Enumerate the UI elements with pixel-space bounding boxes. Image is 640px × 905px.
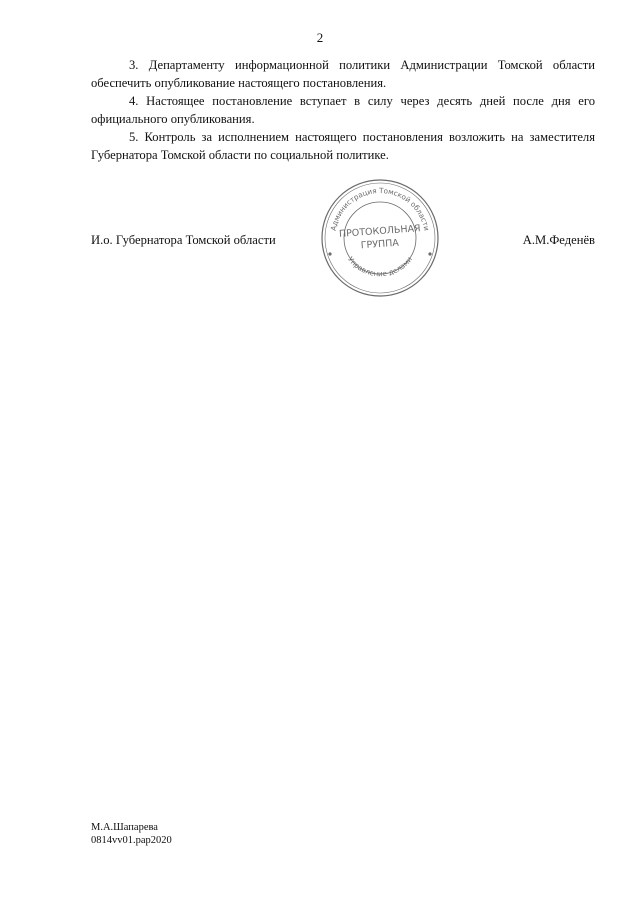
signatory-title: И.о. Губернатора Томской области xyxy=(91,233,276,247)
document-footer xyxy=(91,821,172,847)
official-stamp xyxy=(318,176,442,300)
footer-author: М.А.Шапарева xyxy=(91,822,158,833)
signatory-name: А.М.Феденёв xyxy=(522,233,595,247)
svg-text:Управление делами xyxy=(346,255,414,279)
paragraph-5: 5. Контроль за исполнением настоящего постановления возложить на заместителя Губернатора Томской области по социальной политике. xyxy=(91,130,595,162)
stamp-graphic xyxy=(318,176,442,300)
document-body xyxy=(91,56,595,164)
stamp-center-line-2: ГРУППА xyxy=(360,237,400,252)
stamp-outer-text: Администрация Томской области xyxy=(328,185,432,232)
page-number: 2 xyxy=(316,30,324,45)
stamp-center-line-1: ПРОТОКОЛЬНАЯ xyxy=(338,223,421,240)
stamp-bottom-text: Управление делами xyxy=(346,254,414,279)
footer-file-code: 0814vv01.pap2020 xyxy=(91,835,172,846)
paragraph-4: 4. Настоящее постановление вступает в силу через десять дней после дня его официального опубликования. xyxy=(91,94,595,126)
paragraph-3: 3. Департаменту информационной политики Администрации Томской области обеспечить опубликование настоящего постановления. xyxy=(91,58,595,90)
